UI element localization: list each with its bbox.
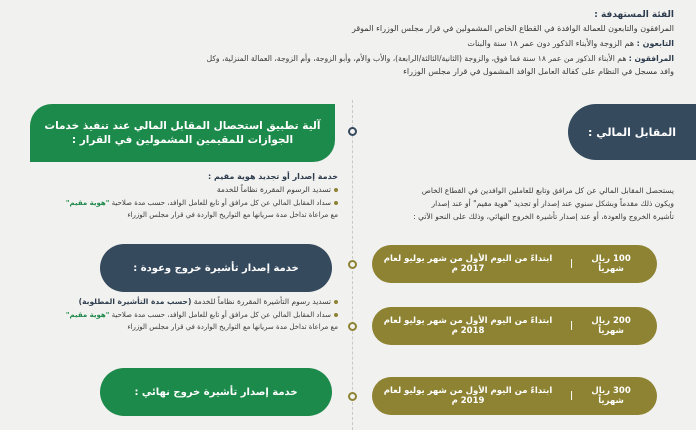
reentry-bullet-2 bbox=[66, 310, 338, 320]
iqama-bullet-1 bbox=[217, 185, 338, 195]
target-heading: الفئة المستهدفة : bbox=[594, 10, 674, 20]
final-exit-pill bbox=[100, 368, 332, 416]
fee-amount: 100 ريال شهرياً bbox=[591, 254, 631, 274]
iqama-heading: خدمة إصدار أو تجديد هوية مقيم : bbox=[208, 172, 338, 181]
fee-amount: 300 ريال شهرياً bbox=[591, 386, 631, 406]
bullet-text: سداد المقابل المالي عن كل مرافق أو تابع للعامل الوافد، حسب مدة صلاحية bbox=[111, 311, 331, 319]
timeline-dot bbox=[348, 322, 357, 331]
separator: | bbox=[570, 391, 574, 401]
separator: | bbox=[570, 321, 574, 331]
bullet-icon bbox=[334, 201, 338, 205]
bullet-text: تسديد رسوم التأشيرة المقررة نظاماً للخدمة bbox=[193, 297, 331, 306]
bullet-text: سداد المقابل المالي عن كل مرافق أو تابع للعامل الوافد، حسب مدة صلاحية bbox=[111, 199, 331, 207]
target-text: المرافقون والتابعون للعمالة الوافدة في القطاع الخاص المشمولين في قرار مجلس الوزراء الموقر bbox=[351, 24, 674, 33]
dependents-line bbox=[467, 38, 674, 49]
fee-amount: 200 ريال شهرياً bbox=[591, 316, 631, 336]
companions-line bbox=[207, 53, 674, 64]
fee-pill-label: المقابل المالي : bbox=[588, 125, 676, 139]
mechanism-pill bbox=[30, 104, 335, 162]
bullet-icon bbox=[334, 188, 338, 192]
reentry-pill-label: خدمة إصدار تأشيرة خروج وعودة : bbox=[133, 262, 299, 274]
dependents-text: هم الزوجة والأبناء الذكور دون عمر ١٨ سنة والبنات bbox=[467, 39, 635, 48]
reentry-bullet-1 bbox=[79, 297, 338, 307]
fee-start: ابتداءً من اليوم الأول من شهر يوليو لعام 2019 م bbox=[383, 386, 553, 406]
fee-start: ابتداءً من اليوم الأول من شهر يوليو لعام 2018 م bbox=[383, 316, 553, 336]
fee-row-2017 bbox=[372, 245, 657, 283]
reentry-highlight: (حسب مدة التأشيرة المطلوبة) bbox=[78, 297, 192, 306]
reentry-highlight-2: "هوية مقيم" bbox=[65, 311, 110, 319]
separator: | bbox=[570, 259, 574, 269]
iqama-bullet-2-cont: مع مراعاة تداخل مدة سريانها مع التواريخ الواردة في قرار مجلس الوزراء bbox=[127, 211, 338, 219]
fee-desc-2: ويكون ذلك مقدماً وبشكل سنوي عند إصدار أو تجديد "هوية مقيم" أو عند إصدار bbox=[431, 199, 674, 208]
companions-text-2: وافد مسجل في النظام على كفالة العامل الوافد المشمول في قرار مجلس الوزراء bbox=[403, 67, 674, 76]
reentry-bullet-2-cont: مع مراعاة تداخل مدة سريانها مع التواريخ الواردة في قرار مجلس الوزراء bbox=[127, 323, 338, 331]
timeline-dot bbox=[348, 260, 357, 269]
fee-start: ابتداءً من اليوم الأول من شهر يوليو لعام 2017 م bbox=[383, 254, 553, 274]
fee-pill bbox=[568, 104, 696, 160]
target-group-section bbox=[0, 0, 696, 78]
fee-row-2018 bbox=[372, 307, 657, 345]
bullet-text: تسديد الرسوم المقررة نظاماً للخدمة bbox=[216, 185, 331, 194]
companions-label: المرافقون : bbox=[628, 54, 674, 63]
iqama-highlight: "هوية مقيم" bbox=[65, 199, 110, 207]
mechanism-title-2: الجوازات للمقيمين المشمولين في القرار : bbox=[71, 134, 294, 146]
companions-text: هم الأبناء الذكور من عمر ١٨ سنة فما فوق، والزوجة (الثانية/الثالثة/الرابعة)، والأب والأم، وأبو الزوجة، وأم الزوجة، العمالة المنزلية، وكل bbox=[206, 54, 627, 63]
fee-desc-3: تأشيرة الخروج والعودة، أو عند إصدار تأشيرة الخروج النهائي، وذلك على النحو الآتي : bbox=[413, 212, 674, 221]
dependents-label: التابعون : bbox=[636, 39, 674, 48]
iqama-bullet-2 bbox=[66, 198, 338, 208]
fee-desc-1: يستحصل المقابل المالي عن كل مرافق وتابع للعاملين الوافدين في القطاع الخاص bbox=[421, 186, 674, 195]
timeline-dot bbox=[348, 392, 357, 401]
fee-row-2019 bbox=[372, 377, 657, 415]
bullet-icon bbox=[334, 313, 338, 317]
mechanism-title-1: آلية تطبيق استحصال المقابل المالي عند تنفيذ خدمات bbox=[44, 120, 321, 132]
final-exit-pill-label: خدمة إصدار تأشيرة خروج نهائي : bbox=[134, 386, 298, 398]
bullet-icon bbox=[334, 300, 338, 304]
reentry-pill bbox=[100, 244, 332, 292]
